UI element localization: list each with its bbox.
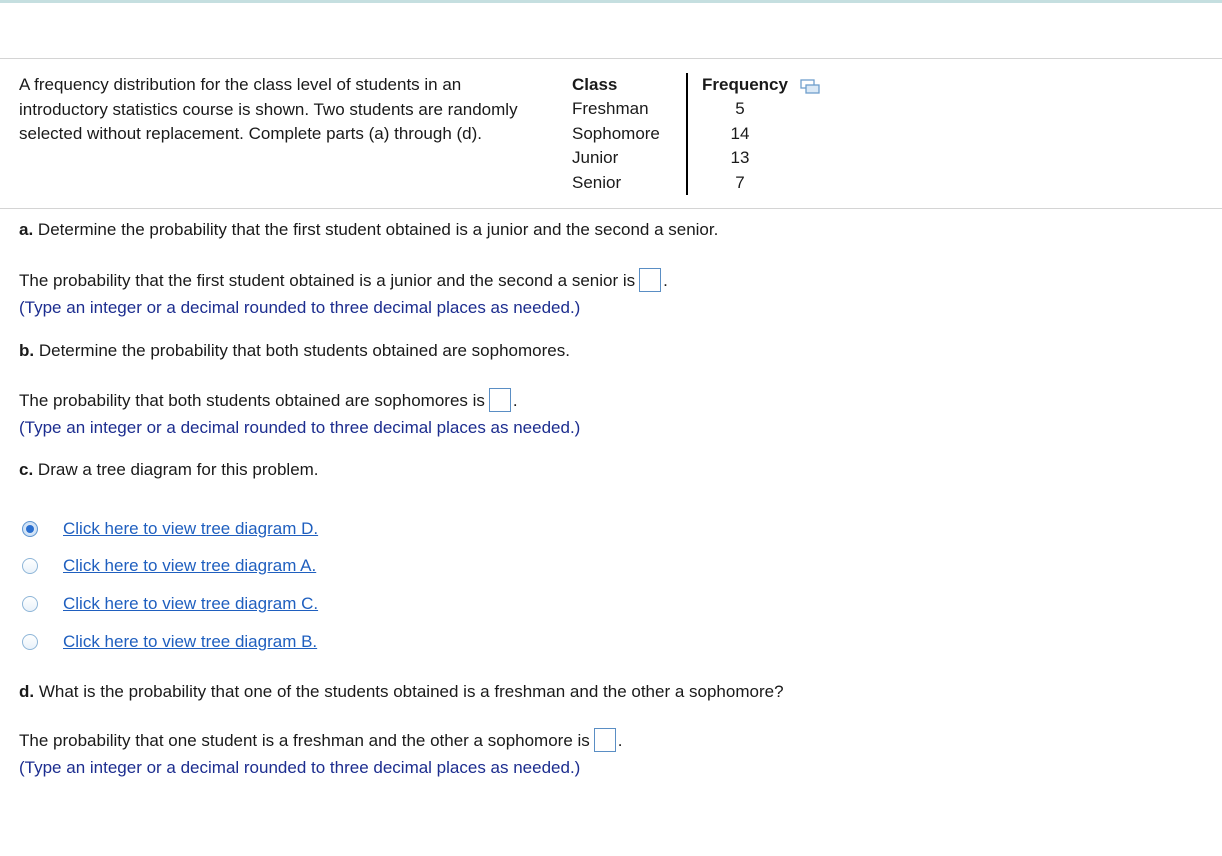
answer-line-b [19,388,518,412]
table-cell-class: Sophomore [572,123,660,143]
part-label: a. [19,220,34,239]
answer-suffix: . [617,731,623,750]
answer-input-b[interactable] [489,388,511,412]
header-frequency: Frequency [702,75,788,94]
tree-diagram-link[interactable]: Click here to view tree diagram A. [63,556,317,575]
answer-input-a[interactable] [639,268,661,292]
tree-diagram-link[interactable]: Click here to view tree diagram C. [63,594,319,613]
question-a [19,219,718,241]
divider-middle [0,208,1222,209]
radio-button[interactable] [22,596,38,612]
answer-input-d[interactable] [594,728,616,752]
question-text: Draw a tree diagram for this problem. [37,460,319,479]
frequency-column [686,73,802,195]
table-cell-frequency: 14 [730,123,750,143]
hint-d: (Type an integer or a decimal rounded to three decimal places as needed.) [19,758,581,777]
question-text: Determine the probability that the first student obtained is a junior and the second a senior. [37,220,719,239]
table-cell-frequency: 13 [730,148,750,167]
part-label: c. [19,460,34,479]
table-cell-frequency: 5 [735,99,745,118]
divider-top [0,58,1222,59]
tree-diagram-link[interactable]: Click here to view tree diagram B. [63,632,318,651]
class-column [572,73,684,195]
answer-suffix: . [512,391,518,410]
part-label: b. [19,341,35,360]
answer-suffix: . [663,271,668,290]
hint-b: (Type an integer or a decimal rounded to three decimal places as needed.) [19,418,581,437]
top-accent-bar [0,0,1222,3]
table-cell-frequency: 7 [735,172,745,192]
radio-button[interactable] [22,558,38,574]
radio-button-selected[interactable] [22,521,38,537]
copy-icon[interactable] [800,78,820,94]
question-text: What is the probability that one of the students obtained is a freshman and the other a sophomore? [38,682,784,701]
answer-line-a [19,268,668,292]
part-label: d. [19,682,35,701]
question-d [19,681,784,703]
question-b [19,340,570,362]
answer-prompt: The probability that the first student obtained is a junior and the second a senior is [19,271,636,290]
question-c [19,459,319,481]
table-cell-class: Junior [572,148,619,167]
frequency-table [572,73,812,195]
table-cell-class: Senior [572,172,622,192]
tree-diagram-link[interactable]: Click here to view tree diagram D. [63,519,319,538]
answer-prompt: The probability that one student is a freshman and the other a sophomore is [19,731,590,750]
table-cell-class: Freshman [572,99,649,118]
answer-prompt: The probability that both students obtained are sophomores is [19,391,485,410]
radio-button[interactable] [22,634,38,650]
problem-intro: A frequency distribution for the class level of students in an introductory statistics course is shown. Two students are randomly selected without replacement. Complete parts (a) through (d). [19,75,518,143]
question-text: Determine the probability that both students obtained are sophomores. [38,341,570,360]
answer-line-d [19,728,623,752]
header-class: Class [572,75,618,94]
hint-a: (Type an integer or a decimal rounded to three decimal places as needed.) [19,298,581,317]
